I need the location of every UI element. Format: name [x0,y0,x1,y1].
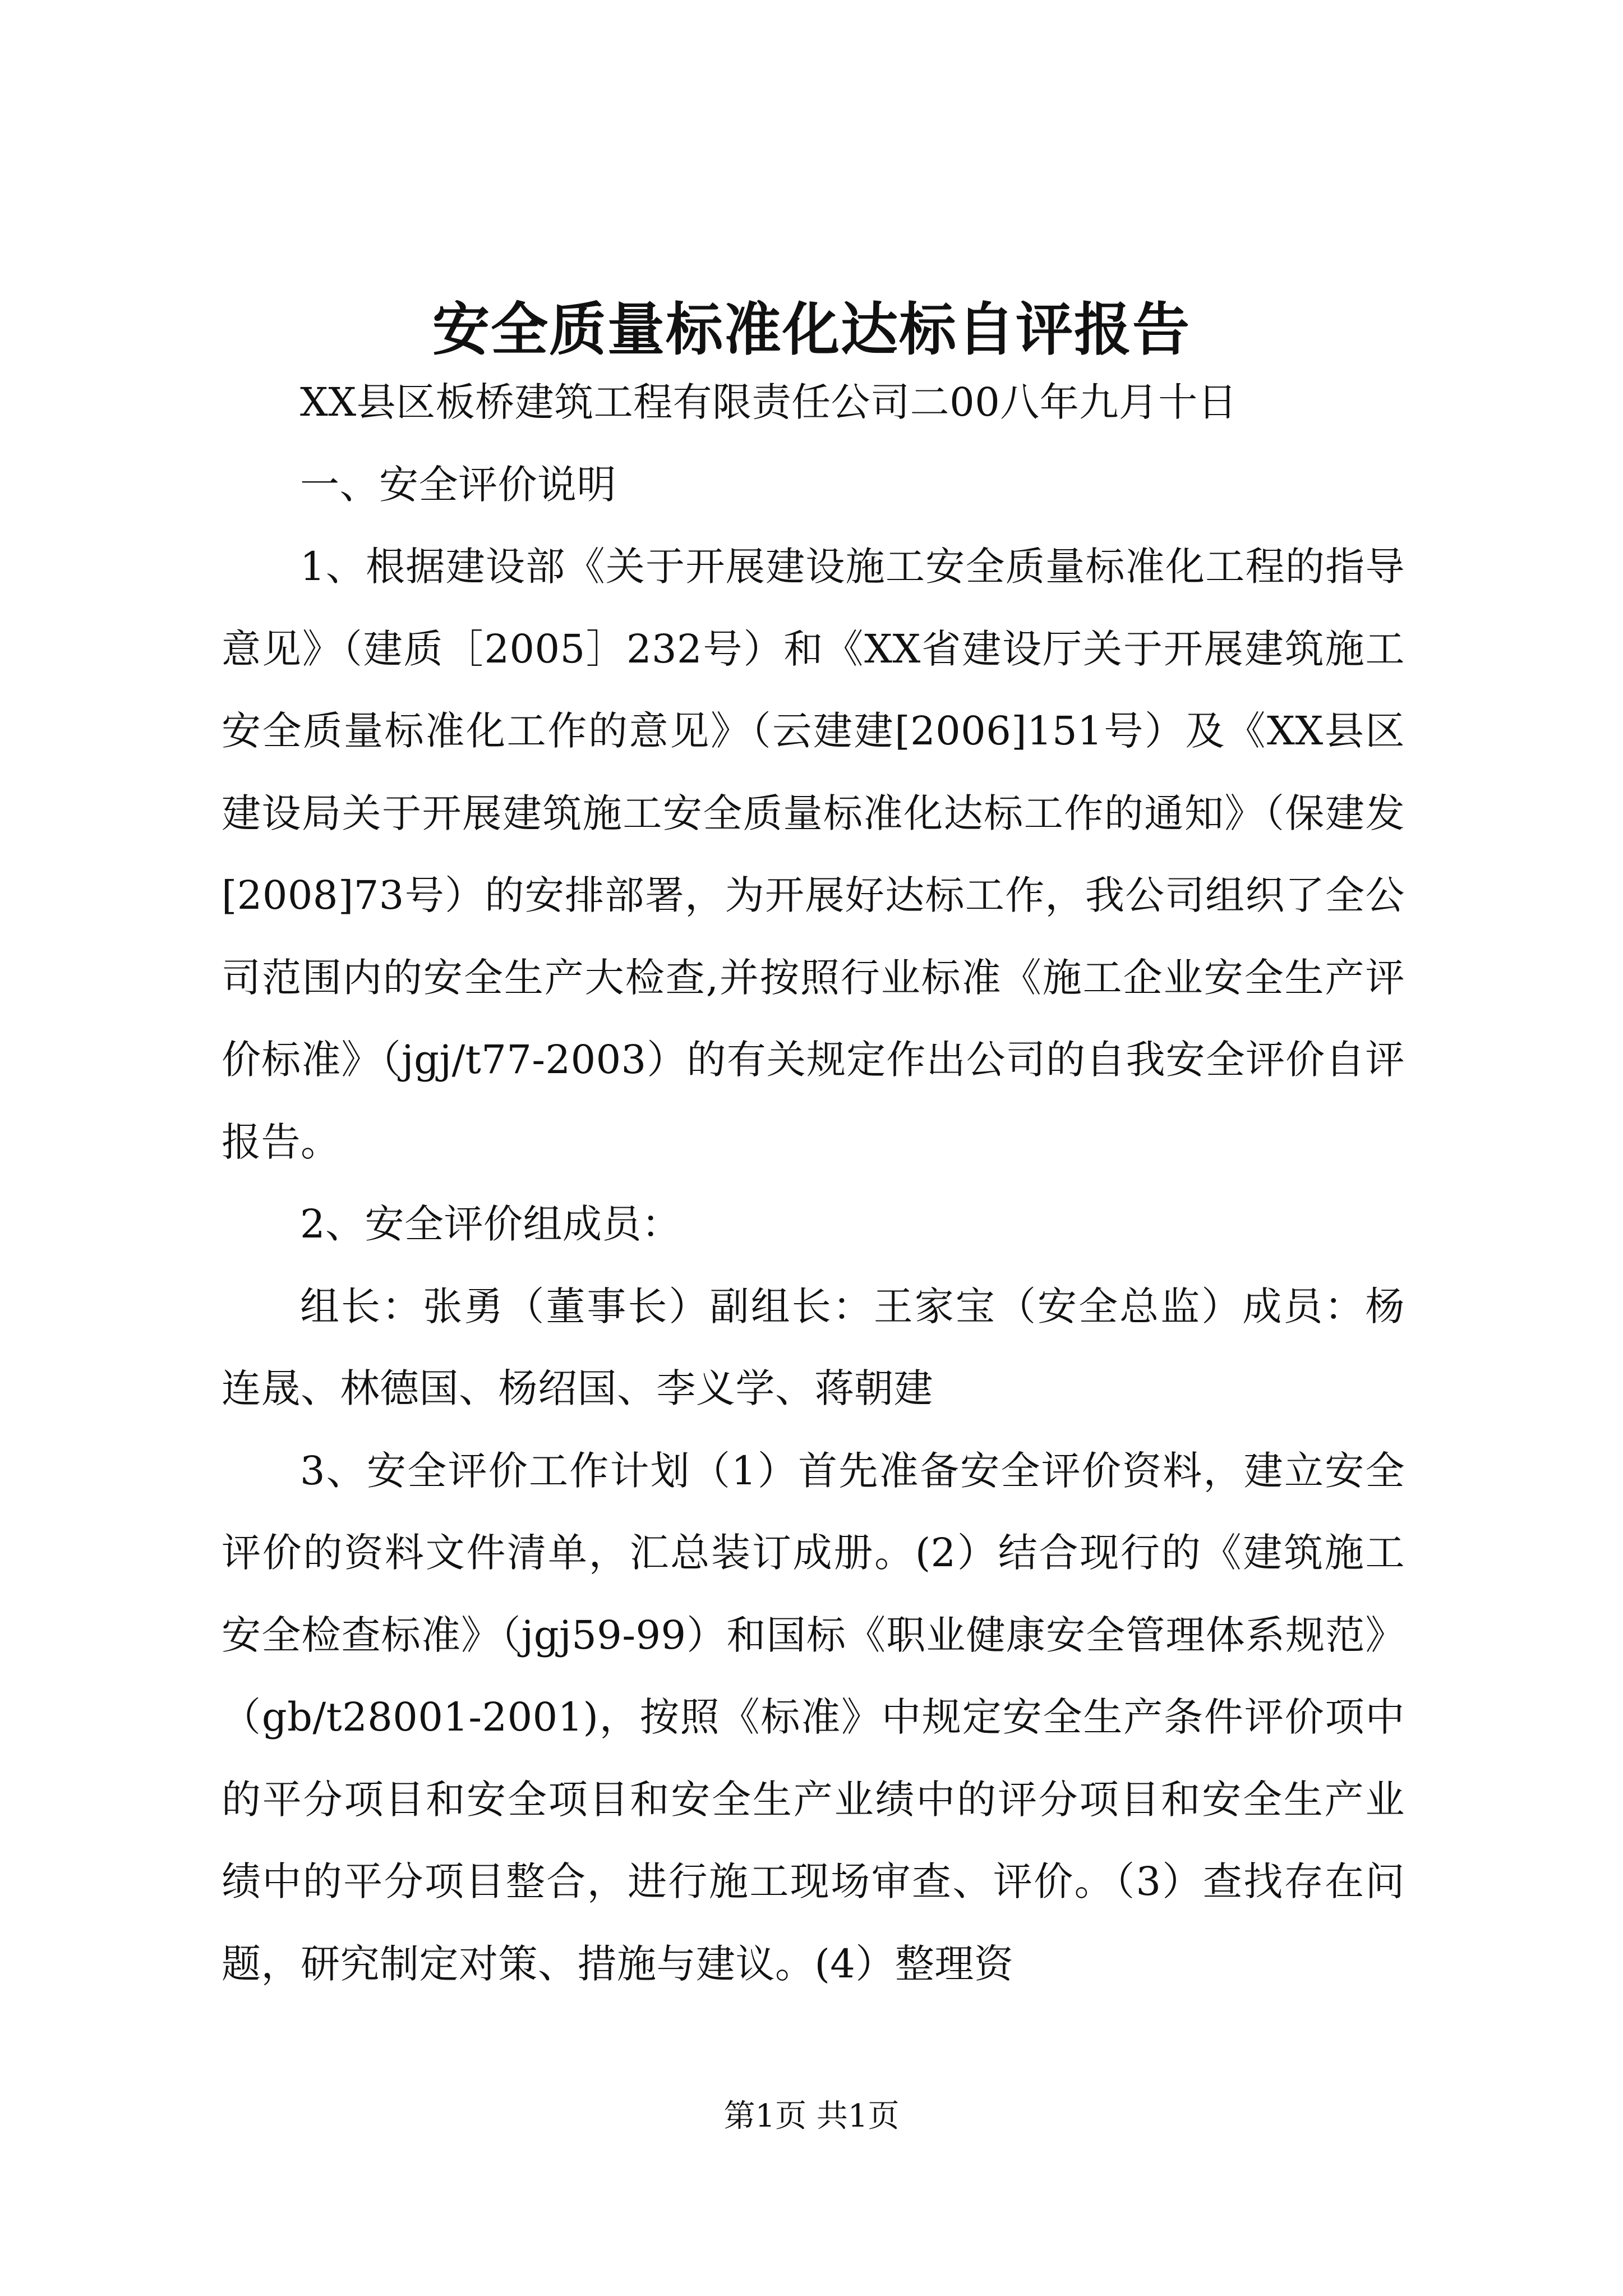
document-body [222,337,1405,2005]
paragraph-evaluation-basis: 1、根据建设部《关于开展建设施工安全质量标准化工程的指导意见》（建质［2005］232号）和《XX省建设厅关于开展建筑施工安全质量标准化工作的意见》（云建建[2006]151号）及《XX县区建设局关于开展建筑施工安全质量标准化达标工作的通知》（保建发[2008]73号）的安排部署，为开展好达标工作，我公司组织了全公司范围内的安全生产大检查,并按照行业标准《施工企业安全生产评价标准》（jgj/t77-2003）的有关规定作出公司的自我安全评价自评报告。 [222,544,1405,1165]
paragraph-section-heading: 一、安全评价说明 [300,461,616,508]
paragraph-company-date: XX县区板桥建筑工程有限责任公司二00八年九月十日 [300,379,1238,425]
paragraph-team-members: 组长：张勇（董事长）副组长：王家宝（安全总监）成员：杨连晟、林德国、杨绍国、李义学、蒋朝建 [222,1283,1405,1411]
paragraph-team-heading: 2、安全评价组成员： [300,1201,681,1247]
document-title: 安全质量标准化达标自评报告 [432,296,1191,364]
paragraph-work-plan: 3、安全评价工作计划（1）首先准备安全评价资料，建立安全评价的资料文件清单，汇总装订成册。(2）结合现行的《建筑施工安全检查标准》（jgj59-99）和国标《职业健康安全管理体系规范》（gb/t28001-2001)，按照《标准》中规定安全生产条件评价项中的平分项目和安全项目和安全生产业绩中的评分项目和安全生产业绩中的平分项目整合，进行施工现场审查、评价。（3）查找存在问题，研究制定对策、措施与建议。(4）整理资 [222,1447,1405,1987]
page-number-footer: 第1页 共1页 [723,2098,900,2134]
